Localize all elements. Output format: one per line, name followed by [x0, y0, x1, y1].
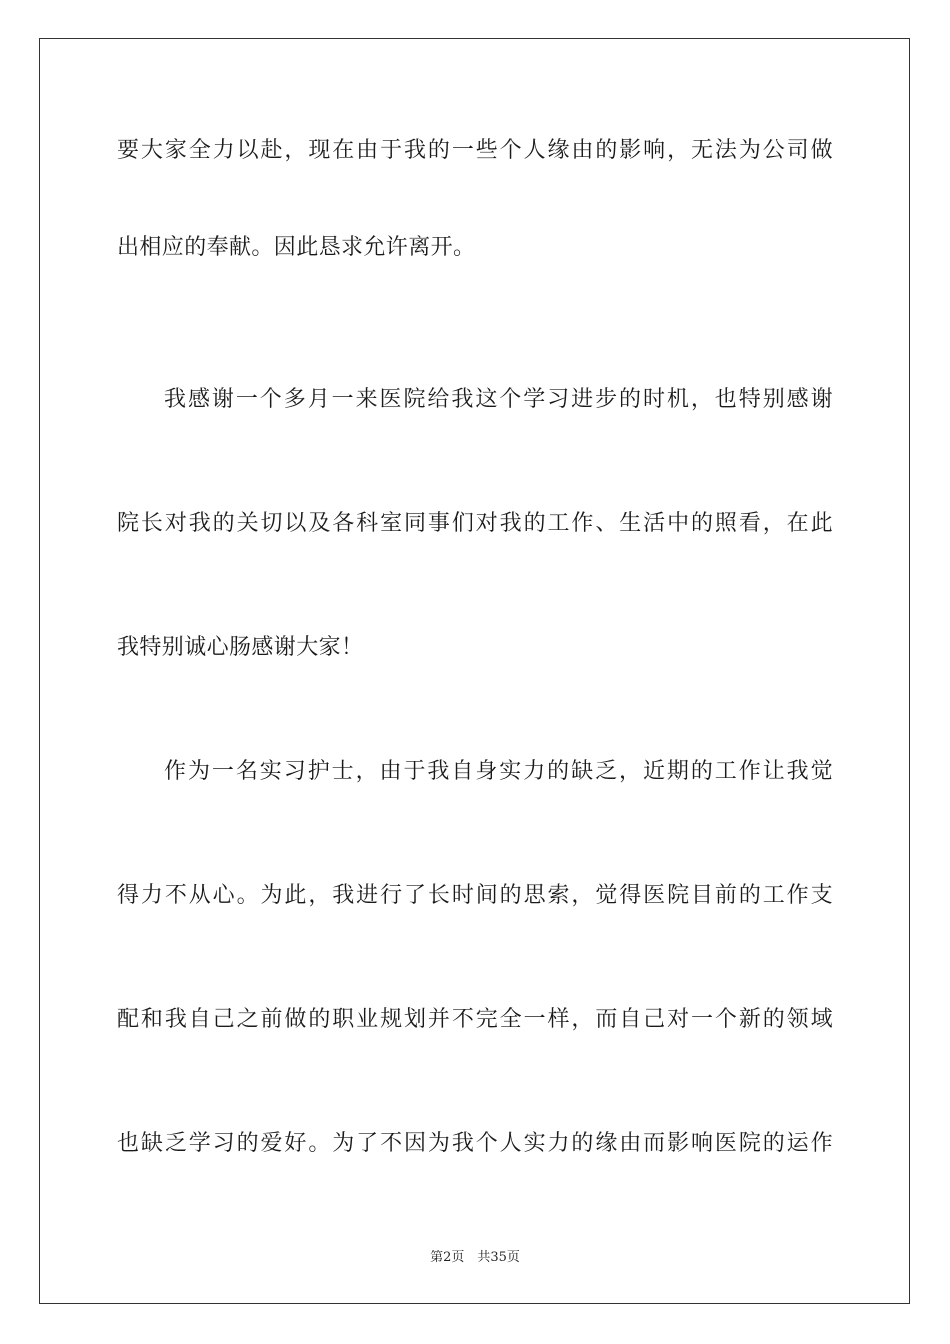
body-text-line: 我特别诚心肠感谢大家！ — [117, 635, 364, 660]
body-text-line: 要大家全力以赴，现在由于我的一些个人缘由的影响，无法为公司做 — [117, 138, 833, 163]
body-text-line: 作为一名实习护士，由于我自身实力的缺乏，近期的工作让我觉 — [164, 759, 833, 784]
body-text-line: 院长对我的关切以及各科室同事们对我的工作、生活中的照看，在此 — [117, 511, 833, 536]
page-frame — [39, 38, 910, 1304]
body-text-line: 出相应的奉献。因此恳求允许离开。 — [117, 235, 476, 260]
body-text-line: 得力不从心。为此，我进行了长时间的思索，觉得医院目前的工作支 — [117, 883, 833, 908]
body-text-line: 也缺乏学习的爱好。为了不因为我个人实力的缘由而影响医院的运作 — [117, 1131, 833, 1156]
body-text-line: 我感谢一个多月一来医院给我这个学习进步的时机，也特别感谢 — [164, 387, 833, 412]
page-number-footer: 第2页 共35页 — [430, 1250, 520, 1265]
body-text-line: 配和我自己之前做的职业规划并不完全一样，而自己对一个新的领域 — [117, 1007, 833, 1032]
